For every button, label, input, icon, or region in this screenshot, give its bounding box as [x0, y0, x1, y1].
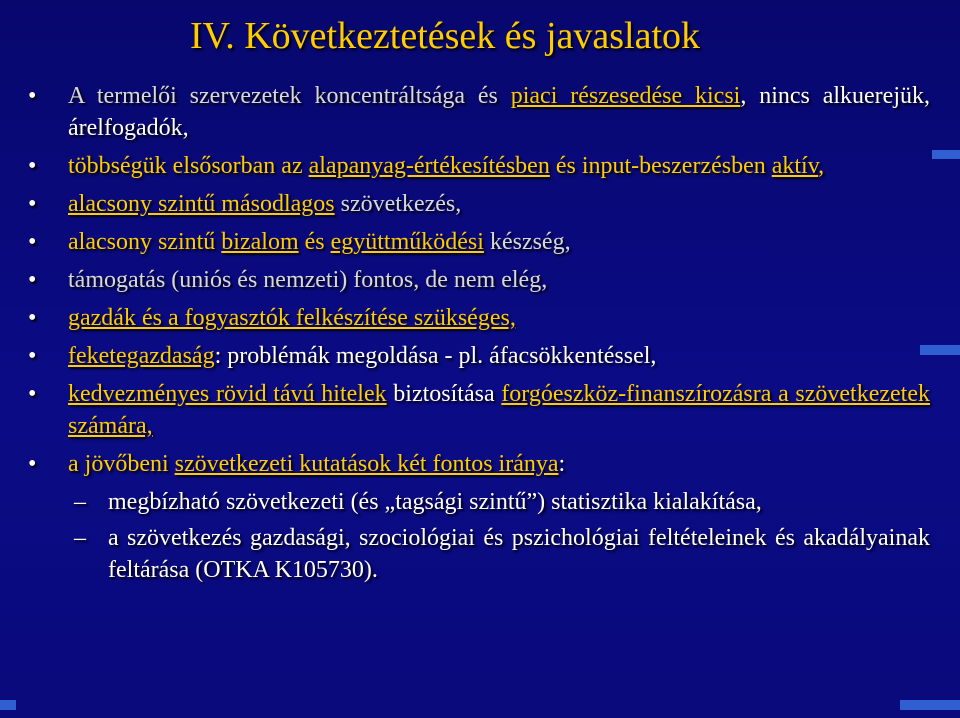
bullet-icon: •	[28, 305, 37, 331]
dash-icon: –	[74, 489, 86, 515]
bullet-icon: •	[28, 343, 37, 369]
sub-item-statistics	[28, 486, 930, 518]
bullet-item-trust	[28, 226, 930, 258]
sub-item-text: megbízható szövetkezeti (és „tagsági szintű”) statisztika kialakítása,	[108, 489, 762, 515]
highlight-segment: kedvezményes rövid távú hitelek	[68, 381, 387, 407]
text-segment: , nincs alkuerejük, árelfogadók,	[68, 83, 930, 141]
highlight-segment: feketegazdaság	[68, 343, 215, 369]
bullet-icon: •	[28, 83, 37, 109]
highlight-segment: és	[298, 229, 331, 255]
highlight-segment: piaci részesedése kicsi	[510, 83, 741, 109]
bullet-icon: •	[28, 153, 37, 179]
text-segment: biztosítása	[386, 381, 502, 407]
text-segment: A termelői szervezetek koncentráltsága és	[68, 83, 511, 109]
highlight-segment: alapanyag-értékesítésben	[308, 153, 550, 179]
highlight-segment: a jövőbeni	[68, 451, 175, 477]
highlight-segment: alacsony szintű másodlagos	[68, 191, 335, 217]
highlight-segment: és input-beszerzésben	[549, 153, 772, 179]
highlight-segment: együttműködési	[330, 229, 484, 255]
text-segment: : problémák megoldása - pl. áfacsökkentéssel,	[214, 343, 657, 369]
text-segment: készség,	[483, 229, 571, 255]
bullet-item-secondary-cooperation	[28, 188, 930, 220]
bullet-item-research-directions	[28, 448, 930, 480]
highlight-segment: bizalom	[221, 229, 299, 255]
highlight-segment: gazdák és a fogyasztók felkészítése szükséges,	[68, 305, 516, 331]
decorative-stripe-bottom-right	[900, 700, 960, 710]
decorative-stripe-bottom-left	[0, 700, 16, 710]
bullet-item-education	[28, 302, 930, 334]
bullet-item-black-economy	[28, 340, 930, 372]
highlight-segment: szövetkezeti kutatások két fontos iránya	[174, 451, 559, 477]
highlight-segment: többségük elsősorban az	[68, 153, 309, 179]
bullet-icon: •	[28, 451, 37, 477]
text-segment: :	[558, 451, 566, 477]
bullet-item-support	[28, 264, 930, 296]
bullet-icon: •	[28, 229, 37, 255]
dash-icon: –	[74, 525, 86, 551]
text-segment: támogatás (uniós és nemzeti) fontos, de nem elég,	[68, 267, 548, 293]
bullet-item-market-share	[28, 80, 930, 144]
highlight-segment: alacsony szintű	[68, 229, 222, 255]
text-segment: ,	[818, 153, 825, 179]
slide-content	[28, 80, 930, 590]
decorative-stripe-top-right	[932, 150, 960, 159]
bullet-item-credits	[28, 378, 930, 442]
sub-item-text: a szövetkezés gazdasági, szociológiai és pszichológiai feltételeinek és akadályainak feltárása (OTKA K105730).	[108, 525, 930, 583]
bullet-icon: •	[28, 381, 37, 407]
sub-item-research	[28, 522, 930, 586]
bullet-icon: •	[28, 191, 37, 217]
highlight-segment: forgóeszköz-finanszírozásra a szövetkezetek számára,	[68, 381, 930, 439]
highlight-segment: aktív	[771, 153, 819, 179]
bullet-item-raw-material-sales	[28, 150, 930, 182]
slide-title: IV. Következtetések és javaslatok	[190, 15, 701, 57]
text-segment: szövetkezés,	[334, 191, 462, 217]
bullet-icon: •	[28, 267, 37, 293]
